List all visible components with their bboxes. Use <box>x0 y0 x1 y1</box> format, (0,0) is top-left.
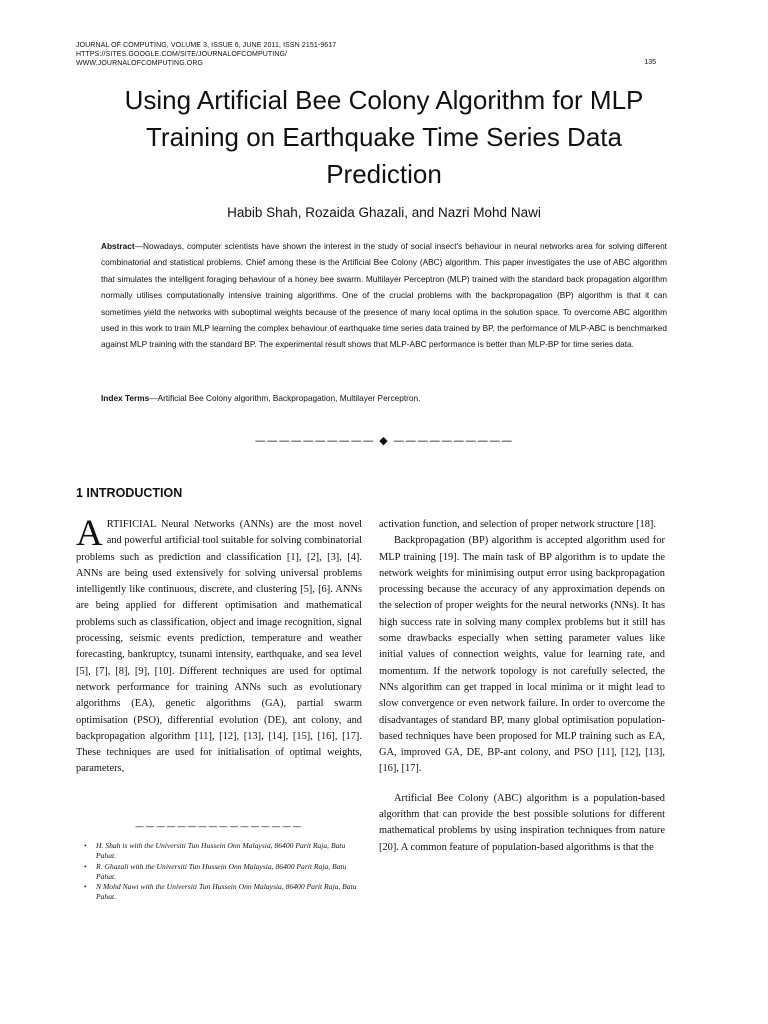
footnote-item <box>84 882 359 903</box>
footnote-item <box>84 841 359 862</box>
abstract-label: Abstract <box>101 241 135 251</box>
right-paragraph-2: Backpropagation (BP) algorithm is accepted algorithm used for MLP training [19]. The main task of BP algorithm is to update the network weights for minimising output error using backpropagation processing because the accuracy of any approximation depends on the selection of proper weights for the neural networks (NNs). It has high success rate in solving many complex problems but it still has some drawbacks especially when setting parameter values like initial values of connection weights, value for learning rate, and momentum. If the network topology is not carefully selected, the NNs algorithm can get trapped in local minima or it might lead to slow convergence or even network failure. In order to overcome the disadvantages of standard BP, many global optimisation population-based techniques have been proposed for MLP training such as EA, GA, improved GA, DE, BP-ant colony, and PSO [11], [12], [13], [16], [17]. <box>379 535 665 775</box>
journal-header <box>76 41 658 68</box>
title-line-2: Training on Earthquake Time Series Data <box>146 122 622 152</box>
left-column <box>76 513 362 778</box>
page-number: 135 <box>644 59 656 66</box>
right-paragraph-3: Artificial Bee Colony (ABC) algorithm is a population-based algorithm that can provide the best possible solutions for different mathematical problems by using inspiration techniques from nature [20]. A common feature of population-based algorithms is that the <box>379 792 665 853</box>
author-list: Habib Shah, Rozaida Ghazali, and Nazri Mohd Nawi <box>227 205 541 220</box>
intro-paragraph-1-text: RTIFICIAL Neural Networks (ANNs) are the most novel and powerful artificial tool suitable for solving combinatorial problems such as prediction and classification [1], [2], [3], [4]. ANNs are being used extensively for solving universal problems intelligently like continuous, discrete, and clustering [5], [6]. ANNs are being applied for different optimisation and mathematical problems such as classification, object and image recognition, signal processing, seismic events prediction, temperature and weather forecasting, bankruptcy, tsunami intensity, earthquake, and sea level [5], [7], [8], [9], [10]. Different techniques are used for optimal network performance for training ANNs such as evolutionary algorithms (EA), genetic algorithms (GA), partial swarm optimisation (PSO), differential evolution (DE), ant colony, and backpropagation algorithm [11], [12], [13], [14], [15], [16], [17]. These techniques are used for initialisation of optimal weights, parameters, <box>76 519 362 775</box>
section-divider: —————————— ◆ —————————— <box>254 434 514 447</box>
index-terms <box>101 393 667 403</box>
title-line-1: Using Artificial Bee Colony Algorithm for MLP <box>124 85 644 115</box>
journal-header-line: JOURNAL OF COMPUTING, VOLUME 3, ISSUE 6, JUNE 2011, ISSN 2151-9617 <box>76 42 337 49</box>
journal-header-url: HTTPS://SITES.GOOGLE.COM/SITE/JOURNALOFCOMPUTING/ <box>76 51 288 58</box>
section-heading: 1 INTRODUCTION <box>76 486 183 500</box>
index-terms-label: Index Terms <box>101 393 150 403</box>
abstract-text: —Nowadays, computer scientists have shown the interest in the study of social insect's behaviour in neural networks area for solving different combinatorial and statistical problems. Chief among these is the Artificial Bee Colony (ABC) algorithm. This paper investigates the use of ABC algorithm that simulates the intelligent foraging behaviour of a honey bee swarm. Multilayer Perceptron (MLP) trained with the standard back propagation algorithm normally utilises computationally intensive training algorithms. One of the crucial problems with the backpropagation (BP) algorithm is that it can sometimes yield the networks with suboptimal weights because of the presence of many local optima in the solution space. To overcome ABC algorithm used in this work to train MLP learning the complex behaviour of earthquake time series data trained by BP, the performance of MLP-ABC is benchmarked against MLP training with the standard BP. The experimental result shows that MLP-ABC performance is better than MLP-BP for time series data. <box>101 241 667 350</box>
bullet-icon: • <box>84 861 87 871</box>
abstract <box>101 238 667 353</box>
index-terms-text: —Artificial Bee Colony algorithm, Backpropagation, Multilayer Perceptron. <box>149 393 421 403</box>
bullet-icon: • <box>84 841 87 850</box>
right-column <box>379 517 665 856</box>
intro-paragraph-1 <box>76 513 362 778</box>
drop-cap: A <box>76 513 103 554</box>
title-line-3: Prediction <box>326 159 442 189</box>
footnote-rule: ———————————————— <box>135 822 303 832</box>
footnote-text: N Mohd Nawi with the Universiti Tun Hussein Onn Malaysia, 86400 Parit Raja, Batu Pahat. <box>96 882 357 902</box>
paper-title <box>60 82 708 193</box>
footnote-text: R. Ghazali with the Universiti Tun Hussein Onn Malaysia, 86400 Parit Raja, Batu Pahat. <box>96 861 347 881</box>
journal-header-website: WWW.JOURNALOFCOMPUTING.ORG <box>76 60 204 67</box>
right-paragraph-1: activation function, and selection of proper network structure [18]. <box>379 519 656 530</box>
footnotes <box>84 841 359 903</box>
footnote-item <box>84 862 359 883</box>
bullet-icon: • <box>84 882 87 892</box>
footnote-text: H. Shah is with the Universiti Tun Hussein Onn Malaysia, 86400 Parit Raja, Batu Pahat. <box>96 841 346 861</box>
